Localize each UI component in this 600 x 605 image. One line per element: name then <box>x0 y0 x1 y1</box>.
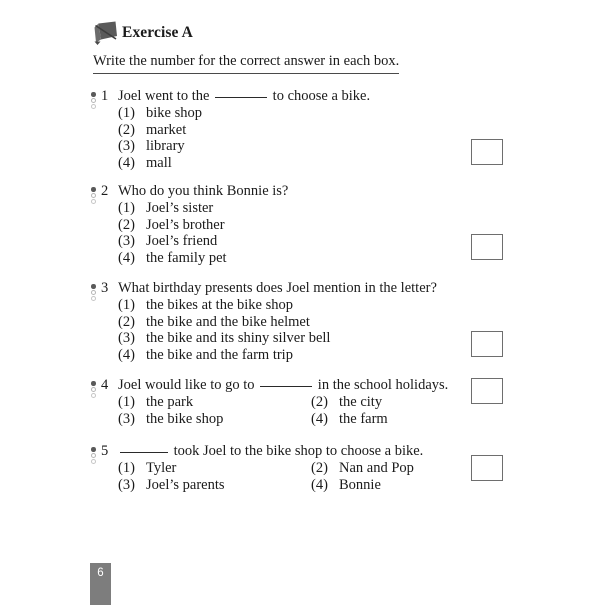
answer-box-1[interactable] <box>471 139 503 165</box>
option-text: Joel’s parents <box>146 476 225 493</box>
question-stem <box>118 88 370 105</box>
option-key: (3) <box>118 233 135 249</box>
binding-marker-icon <box>90 284 99 306</box>
option-list <box>118 200 490 266</box>
option-key: (4) <box>118 154 135 171</box>
option-item[interactable] <box>118 233 217 250</box>
option-key: (1) <box>118 394 135 410</box>
option-row <box>118 394 490 411</box>
option-text: Nan and Pop <box>339 460 414 476</box>
option-row <box>118 477 490 494</box>
option-text: the bike and the farm trip <box>146 346 293 363</box>
answer-box-4[interactable] <box>471 378 503 404</box>
question-stem <box>118 443 423 460</box>
option-key: (2) <box>118 313 135 330</box>
option-item[interactable] <box>118 460 311 477</box>
binding-marker-icon <box>90 381 99 403</box>
option-row <box>118 217 490 234</box>
option-text: Joel’s brother <box>146 216 225 233</box>
option-key: (4) <box>118 346 135 363</box>
option-row <box>118 138 490 155</box>
question-stem-before: Joel would like to go to <box>118 377 255 393</box>
option-row <box>118 122 490 139</box>
option-item[interactable] <box>118 200 213 217</box>
option-item[interactable] <box>118 105 202 122</box>
option-text: market <box>146 121 187 138</box>
question-stem-after: to choose a bike. <box>272 88 371 104</box>
option-item[interactable] <box>118 297 293 314</box>
question-number: 2 <box>101 183 109 199</box>
page-number: 6 <box>97 567 104 579</box>
option-item[interactable] <box>118 477 311 494</box>
option-row <box>118 200 490 217</box>
answer-box-2[interactable] <box>471 234 503 260</box>
option-key: (2) <box>311 394 328 410</box>
option-text: bike shop <box>146 105 202 121</box>
question-stem-before: Who do you think Bonnie is? <box>118 183 289 199</box>
option-key: (1) <box>118 200 135 216</box>
option-list <box>118 394 490 427</box>
answer-blank <box>120 452 168 453</box>
option-item[interactable] <box>118 330 330 347</box>
question-stem <box>118 183 288 200</box>
option-text: the bike shop <box>146 410 224 427</box>
question-stem-after: in the school holidays. <box>317 377 449 393</box>
answer-blank <box>215 97 267 98</box>
option-text: the park <box>146 394 194 410</box>
option-item[interactable] <box>118 411 311 428</box>
question-number: 3 <box>101 280 109 296</box>
option-text: library <box>146 138 185 154</box>
option-row <box>118 105 490 122</box>
binding-marker-icon <box>90 187 99 209</box>
option-item[interactable] <box>118 347 293 364</box>
option-key: (3) <box>118 330 135 346</box>
option-row <box>118 330 490 347</box>
question-number: 1 <box>101 88 109 104</box>
option-key: (4) <box>311 476 328 493</box>
question-stem <box>118 377 448 394</box>
option-list <box>118 105 490 171</box>
option-text: the bike and the bike helmet <box>146 313 310 330</box>
option-item[interactable] <box>118 155 172 172</box>
option-key: (3) <box>118 410 135 427</box>
instruction-text: Write the number for the correct answer in each box. <box>93 52 399 74</box>
option-key: (4) <box>118 249 135 266</box>
answer-blank <box>260 386 312 387</box>
option-text: the city <box>339 394 383 410</box>
option-item[interactable] <box>118 122 186 139</box>
option-key: (2) <box>311 460 328 476</box>
option-key: (1) <box>118 460 135 476</box>
option-row <box>118 233 490 250</box>
answer-box-5[interactable] <box>471 455 503 481</box>
option-item[interactable] <box>311 411 504 428</box>
option-item[interactable] <box>118 250 227 267</box>
option-text: the bike and its shiny silver bell <box>146 330 331 346</box>
option-row <box>118 297 490 314</box>
option-text: the bikes at the bike shop <box>146 297 293 313</box>
option-list <box>118 460 490 493</box>
option-row <box>118 347 490 364</box>
option-key: (2) <box>118 216 135 233</box>
option-row <box>118 460 490 477</box>
option-key: (1) <box>118 297 135 313</box>
page-number-tab <box>90 563 111 605</box>
pencil-icon <box>92 20 120 46</box>
option-text: Joel’s friend <box>146 233 218 249</box>
binding-marker-icon <box>90 92 99 114</box>
option-item[interactable] <box>118 217 225 234</box>
answer-box-3[interactable] <box>471 331 503 357</box>
option-text: Joel’s sister <box>146 200 214 216</box>
option-text: the family pet <box>146 249 227 266</box>
option-key: (1) <box>118 105 135 121</box>
option-key: (2) <box>118 121 135 138</box>
option-text: mall <box>146 154 172 171</box>
question-stem-before: What birthday presents does Joel mention in the letter? <box>118 280 437 296</box>
option-key: (3) <box>118 476 135 493</box>
question-stem-after: took Joel to the bike shop to choose a bike. <box>173 443 424 459</box>
option-text: Tyler <box>146 460 177 476</box>
option-key: (4) <box>311 410 328 427</box>
option-text: the farm <box>339 410 388 427</box>
option-row <box>118 411 490 428</box>
question-stem <box>118 280 437 297</box>
exercise-title: Exercise A <box>122 23 193 41</box>
question-number: 4 <box>101 377 109 393</box>
option-key: (3) <box>118 138 135 154</box>
option-row <box>118 155 490 172</box>
option-row <box>118 314 490 331</box>
option-item[interactable] <box>118 394 311 411</box>
exercise-header <box>92 20 193 46</box>
option-item[interactable] <box>118 138 185 155</box>
option-list <box>118 297 490 363</box>
option-row <box>118 250 490 267</box>
option-item[interactable] <box>118 314 310 331</box>
question-number: 5 <box>101 443 109 459</box>
option-text: Bonnie <box>339 476 381 493</box>
question-stem-before: Joel went to the <box>118 88 210 104</box>
binding-marker-icon <box>90 447 99 469</box>
